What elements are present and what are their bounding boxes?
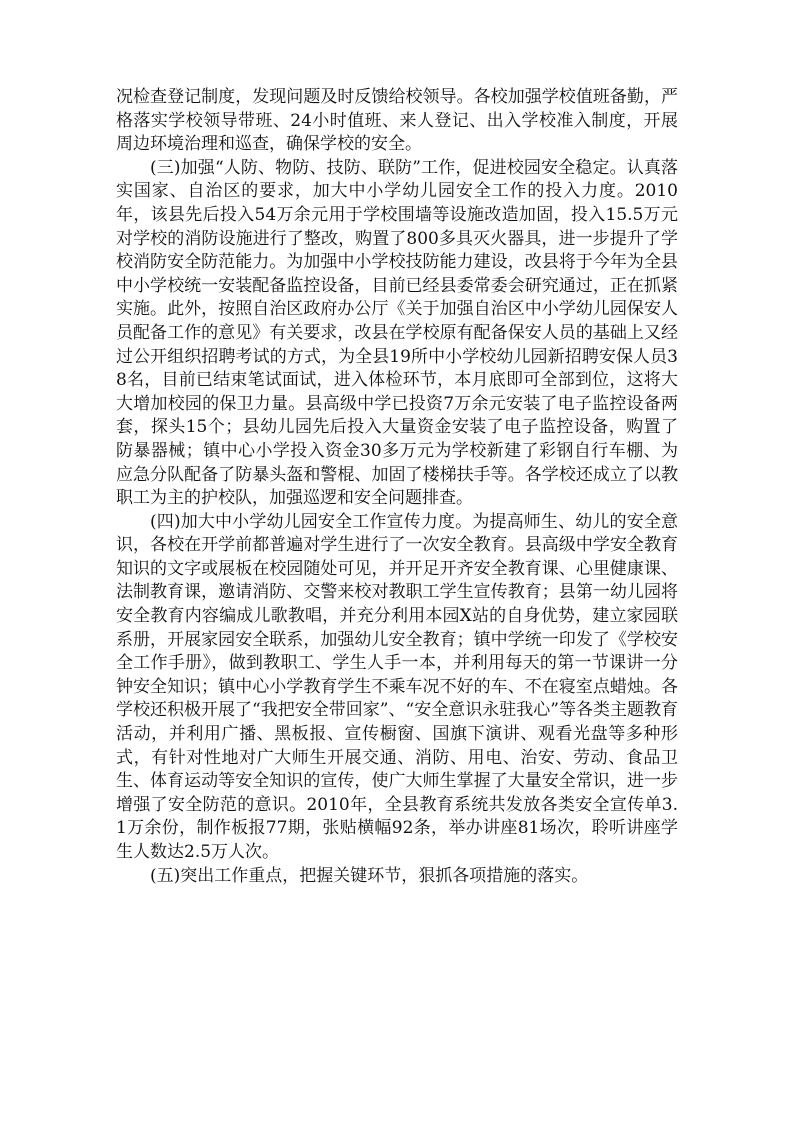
paragraph-section-4: (四)加大中小学幼儿园安全工作宣传力度。为提高师生、幼儿的安全意识，各校在开学前都普遍对学生进行了一次安全教育。县高级中学安全教育知识的文字或展板在校园随处可见，并开足开齐安全教育课、心里健康课、法制教育课，邀请消防、交警来校对教职工学生宣传教育；县第一幼儿园将安全教育内容编成儿歌教唱，并充分利用本园X站的自身优势，建立家园联系册，开展家园安全联系，加强幼儿安全教育；镇中学统一印发了《学校安全工作手册》，做到教职工、学生人手一本，并利用每天的第一节课讲一分钟安全知识；镇中心小学教育学生不乘车况不好的车、不在寝室点蜡烛。各学校还积极开展了“我把安全带回家”、“安全意识永驻我心”等各类主题教育活动，并利用广播、黑板报、宣传橱窗、国旗下演讲、观看光盘等多种形式，有针对性地对广大师生开展交通、消防、用电、治安、劳动、食品卫生、体育运动等安全知识的宣传，使广大师生掌握了大量安全常识，进一步增强了安全防范的意识。2010年，全县教育系统共发放各类安全宣传单3.1万余份，制作板报77期，张贴横幅92条，举办讲座81场次，聆听讲座学生人数达2.5万人次。 <box>116 511 678 862</box>
document-page <box>116 86 678 888</box>
paragraph-continuation: 况检查登记制度，发现问题及时反馈给校领导。各校加强学校值班备勤，严格落实学校领导带班、24小时值班、来人登记、出入学校准入制度，开展周边环境治理和巡查，确保学校的安全。 <box>116 87 678 155</box>
paragraph-section-3: (三)加强“人防、物防、技防、联防”工作，促进校园安全稳定。认真落实国家、自治区的要求，加大中小学幼儿园安全工作的投入力度。2010年，该县先后投入54万余元用于学校围墙等设施改造加固，投入15.5万元对学校的消防设施进行了整改，购置了800多具灭火器具，进一步提升了学校消防安全防范能力。为加强中小学校技防能力建设，改县将于今年为全县中小学校统一安装配备监控设备，目前已经县委常委会研究通过，正在抓紧实施。此外，按照自治区政府办公厅《关于加强自治区中小学幼儿园保安人员配备工作的意见》有关要求，改县在学校原有配备保安人员的基础上又经过公开组织招聘考试的方式，为全县19所中小学校幼儿园新招聘安保人员38名，目前已结束笔试面试，进入体检环节，本月底即可全部到位，这将大大增加校园的保卫力量。县高级中学已投资7万余元安装了电子监控设备两套，探头15个；县幼儿园先后投入大量资金安装了电子监控设备，购置了防暴器械；镇中心小学投入资金30多万元为学校新建了彩钢自行车棚、为应急分队配备了防暴头盔和警棍、加固了楼梯扶手等。各学校还成立了以教职工为主的护校队，加强巡逻和安全问题排查。 <box>116 157 678 509</box>
paragraph-section-5: (五)突出工作重点，把握关键环节，狠抓各项措施的落实。 <box>150 865 589 886</box>
